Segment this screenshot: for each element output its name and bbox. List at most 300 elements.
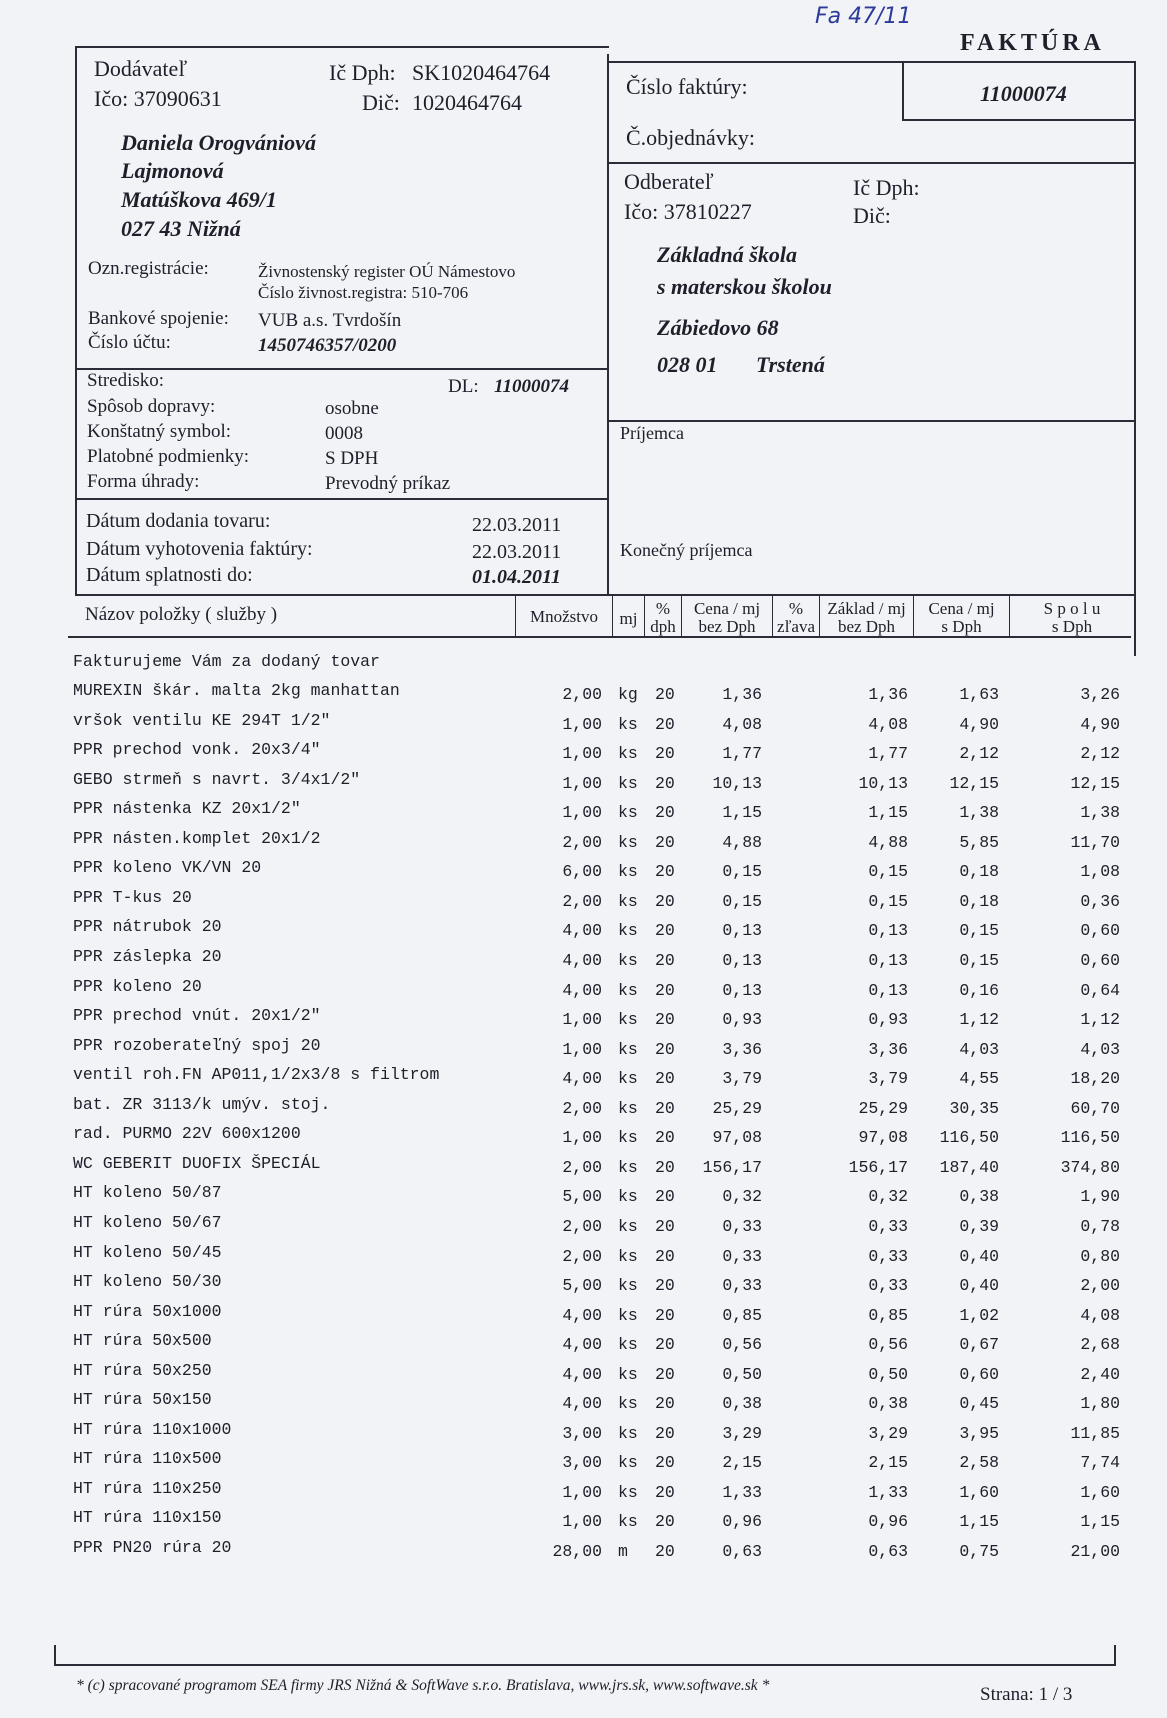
item-price-excl: 0,15 [722,891,762,911]
item-qty: 4,00 [562,951,602,970]
item-price-incl: 4,55 [959,1069,999,1089]
item-total: 60,70 [1070,1098,1120,1118]
frame-top-left [75,46,609,48]
item-total: 11,70 [1070,832,1120,852]
item-vat: 20 [655,832,675,852]
table-row [0,1390,1167,1419]
registration-line1: Živnostenský register OÚ Námestovo [258,262,516,281]
item-vat: 20 [655,685,675,704]
supplier-dic-label: Dič: [362,90,400,115]
item-unit: ks [618,1335,638,1355]
item-base: 3,36 [868,1039,908,1059]
item-price-incl: 3,95 [959,1423,999,1443]
customer-ico-value: 37810227 [663,199,752,224]
item-base: 0,56 [868,1335,908,1355]
supplier-name-line: Lajmonová [121,158,224,183]
frame-top-right [608,61,1136,63]
item-price-excl: 0,33 [722,1246,762,1266]
item-unit: ks [618,1039,638,1059]
item-vat: 20 [655,803,675,823]
item-unit: kg [618,685,638,704]
invoice-number-value: 11000074 [980,81,1067,106]
item-name: PPR T-kus 20 [73,887,192,907]
item-base: 0,50 [868,1364,908,1384]
table-row [0,977,1167,1006]
item-unit: ks [618,1512,638,1532]
bank-value: VUB a.s. Tvrdošín [258,310,402,331]
item-qty: 2,00 [562,685,602,704]
item-base: 0,15 [868,862,908,882]
item-unit: ks [618,891,638,911]
item-total: 374,80 [1060,1157,1120,1177]
item-price-incl: 1,60 [959,1482,999,1502]
item-total: 0,60 [1080,951,1120,970]
item-total: 0,78 [1080,1216,1120,1236]
item-qty: 4,00 [562,980,602,1000]
item-unit: ks [618,980,638,1000]
table-row [0,1272,1167,1301]
supplier-icdph-value: SK1020464764 [412,60,551,85]
item-total: 1,90 [1080,1187,1120,1207]
item-vat: 20 [655,1276,675,1295]
item-qty: 6,00 [562,862,602,882]
item-price-excl: 4,88 [722,832,762,852]
item-price-incl: 0,40 [959,1246,999,1266]
account-label: Číslo účtu: [88,332,171,353]
item-total: 12,15 [1070,773,1120,793]
item-name: vršok ventilu KE 294T 1/2" [73,710,331,730]
customer-heading: Odberateľ [624,169,714,194]
due-date-value: 01.04.2011 [472,566,561,588]
item-price-excl: 0,13 [722,921,762,941]
page-label: Strana: [980,1684,1034,1705]
supplier-address-line: 027 43 Nižná [121,216,241,241]
item-total: 0,64 [1080,980,1120,1000]
item-base: 0,96 [868,1512,908,1532]
item-qty: 4,00 [562,1335,602,1355]
supplier-ico [94,86,222,112]
table-row [0,1183,1167,1212]
const-symbol-value: 0008 [325,423,363,444]
item-price-excl: 0,93 [722,1010,762,1029]
item-name: PPR koleno VK/VN 20 [73,858,262,878]
item-total: 7,74 [1080,1453,1120,1473]
supplier-name-line: Daniela Orogvániová [121,130,316,155]
item-price-incl: 1,02 [959,1305,999,1325]
item-price-excl: 2,15 [722,1453,762,1473]
col-header-qty: Množstvo [530,607,598,626]
supplier-dic-value: 1020464764 [412,90,522,115]
item-price-excl: 3,29 [722,1423,762,1443]
item-name: HT rúra 110x150 [73,1508,222,1528]
item-unit: ks [618,1216,638,1236]
item-base: 4,88 [868,832,908,852]
item-price-excl: 156,17 [702,1157,762,1177]
item-vat: 20 [655,1128,675,1148]
item-base: 0,13 [868,921,908,941]
item-base: 1,33 [868,1482,908,1502]
table-row [0,1006,1167,1035]
item-price-excl: 0,33 [722,1216,762,1236]
col-header-discount: % zľava [776,599,816,636]
item-vat: 20 [655,1512,675,1532]
col-header-name: Názov položky ( služby ) [85,604,278,625]
item-vat: 20 [655,744,675,764]
item-price-incl: 187,40 [939,1157,999,1177]
item-price-excl: 0,63 [722,1542,762,1561]
table-row [0,917,1167,946]
item-vat: 20 [655,891,675,911]
delivery-date-value: 22.03.2011 [472,514,562,536]
item-qty: 5,00 [562,1187,602,1207]
final-recipient-label: Konečný príjemca [620,540,753,560]
table-row [0,711,1167,740]
table-row [0,1479,1167,1508]
item-name: HT rúra 50x250 [73,1360,212,1380]
item-price-excl: 25,29 [712,1098,762,1118]
item-unit: ks [618,1364,638,1384]
item-unit: ks [618,714,638,734]
item-unit: ks [618,1246,638,1266]
item-qty: 1,00 [562,1039,602,1059]
dl-label: DL: [448,376,479,397]
item-price-incl: 12,15 [949,773,999,793]
table-row [0,888,1167,917]
item-name: PPR rozoberateľný spoj 20 [73,1035,321,1055]
payment-form-value: Prevodný príkaz [325,473,451,494]
table-row [0,829,1167,858]
item-price-incl: 0,60 [959,1364,999,1384]
table-row [0,858,1167,887]
customer-ico-label: Ičo: [624,199,659,224]
item-vat: 20 [655,1335,675,1355]
item-price-excl: 0,15 [722,862,762,882]
item-price-excl: 0,32 [722,1187,762,1207]
item-base: 1,15 [868,803,908,823]
item-qty: 4,00 [562,1394,602,1414]
item-unit: ks [618,832,638,852]
item-price-excl: 1,33 [722,1482,762,1502]
item-base: 1,36 [868,685,908,704]
item-name: HT koleno 50/45 [73,1242,222,1262]
item-unit: ks [618,862,638,882]
item-base: 0,33 [868,1246,908,1266]
table-row [0,1243,1167,1272]
item-price-excl: 3,79 [722,1069,762,1089]
item-price-incl: 1,15 [959,1512,999,1532]
item-vat: 20 [655,1039,675,1059]
table-row [0,1449,1167,1478]
item-name: PPR koleno 20 [73,976,202,996]
item-unit: ks [618,1423,638,1443]
item-vat: 20 [655,1364,675,1384]
bank-label: Bankové spojenie: [88,308,229,329]
item-name: PPR prechod vnút. 20x1/2" [73,1006,321,1025]
item-total: 18,20 [1070,1069,1120,1089]
item-unit: ks [618,1394,638,1414]
item-price-incl: 1,63 [959,685,999,704]
item-total: 3,26 [1080,685,1120,704]
item-base: 0,13 [868,980,908,1000]
table-row [0,681,1167,710]
item-total: 0,60 [1080,921,1120,941]
item-vat: 20 [655,1157,675,1177]
item-price-incl: 5,85 [959,832,999,852]
item-base: 0,85 [868,1305,908,1325]
item-qty: 28,00 [552,1542,602,1561]
item-total: 21,00 [1070,1542,1120,1561]
item-unit: ks [618,744,638,764]
item-price-incl: 2,58 [959,1453,999,1473]
item-unit: m [618,1542,628,1561]
item-total: 4,90 [1080,714,1120,734]
item-name: HT rúra 50x1000 [73,1301,222,1321]
center-label: Stredisko: [87,370,165,391]
item-price-excl: 0,13 [722,980,762,1000]
table-row [0,1420,1167,1449]
payment-terms-value: S DPH [325,448,379,469]
item-vat: 20 [655,773,675,793]
item-price-excl: 3,36 [722,1039,762,1059]
item-total: 1,08 [1080,862,1120,882]
table-row [0,770,1167,799]
item-name: HT rúra 110x500 [73,1449,222,1469]
table-header-top-line [75,594,1136,596]
handwritten-note: Fa 47/11 [815,4,912,29]
item-name: rad. PURMO 22V 600x1200 [73,1124,301,1144]
item-name: MUREXIN škár. malta 2kg manhattan [73,681,400,700]
item-qty: 1,00 [562,744,602,764]
item-total: 1,60 [1080,1482,1120,1502]
table-row [0,1036,1167,1065]
item-name: HT rúra 110x250 [73,1478,222,1498]
item-unit: ks [618,1276,638,1295]
item-price-incl: 4,90 [959,714,999,734]
item-vat: 20 [655,1187,675,1207]
item-vat: 20 [655,921,675,941]
item-qty: 2,00 [562,832,602,852]
table-header-bottom-line [68,636,1131,638]
recipient-label: Príjemca [620,423,684,443]
customer-zip: 028 01 [657,352,718,377]
item-unit: ks [618,1157,638,1177]
issue-date-value: 22.03.2011 [472,541,562,563]
item-vat: 20 [655,951,675,970]
item-vat: 20 [655,1305,675,1325]
page-separator: / [1052,1684,1059,1705]
item-qty: 1,00 [562,714,602,734]
item-unit: ks [618,1010,638,1029]
footer-credit: * (c) spracované programom SEA firmy JRS Nižná & SoftWave s.r.o. Bratislava, www.jrs.sk, www.softwave.sk * [76,1677,770,1694]
item-price-incl: 0,18 [959,891,999,911]
issue-date-label: Dátum vyhotovenia faktúry: [86,538,313,560]
item-qty: 2,00 [562,1246,602,1266]
item-base: 2,15 [868,1453,908,1473]
item-total: 4,08 [1080,1305,1120,1325]
table-row [0,947,1167,976]
item-price-incl: 0,18 [959,862,999,882]
item-base: 3,29 [868,1423,908,1443]
col-header-price-incl: Cena / mj s Dph [928,599,995,636]
item-price-excl: 0,85 [722,1305,762,1325]
item-price-incl: 0,15 [959,951,999,970]
registration-label: Ozn.registrácie: [88,258,209,279]
item-vat: 20 [655,1453,675,1473]
item-price-excl: 0,56 [722,1335,762,1355]
item-vat: 20 [655,1246,675,1266]
item-qty: 3,00 [562,1423,602,1443]
invoice-number-box-bottom [902,119,1136,121]
transport-value: osobne [325,398,379,419]
item-unit: ks [618,1128,638,1148]
item-unit: ks [618,1069,638,1089]
item-total: 2,40 [1080,1364,1120,1384]
item-price-excl: 10,13 [712,773,762,793]
col-header-total: S p o l u s Dph [1043,599,1101,636]
table-row [0,1508,1167,1537]
item-base: 3,79 [868,1069,908,1089]
col-header-price-excl: Cena / mj bez Dph [693,599,761,636]
item-total: 2,12 [1080,744,1120,764]
item-price-incl: 0,67 [959,1335,999,1355]
table-row [0,1213,1167,1242]
item-base: 4,08 [868,714,908,734]
item-qty: 4,00 [562,1305,602,1325]
item-name: HT koleno 50/30 [73,1272,222,1291]
item-name: WC GEBERIT DUOFIX ŠPECIÁL [73,1153,321,1173]
registration-line2: Číslo živnost.registra: 510-706 [258,283,469,302]
item-price-excl: 1,77 [722,744,762,764]
item-unit: ks [618,951,638,970]
customer-icdph-label: Ič Dph: [853,175,920,200]
dates-top-line [75,498,609,500]
item-price-excl: 97,08 [712,1128,762,1148]
item-qty: 1,00 [562,773,602,793]
item-total: 1,12 [1080,1010,1120,1029]
item-qty: 1,00 [562,1010,602,1029]
item-price-incl: 0,38 [959,1187,999,1207]
table-row [0,1154,1167,1183]
page-number: 1 [1038,1684,1049,1705]
item-total: 116,50 [1060,1128,1120,1148]
transport-label: Spôsob dopravy: [87,396,216,417]
customer-name-line: s materskou školou [657,274,832,299]
table-row [0,1095,1167,1124]
item-name: GEBO strmeň s navrt. 3/4x1/2" [73,769,361,789]
item-name: PPR nátrubok 20 [73,917,222,937]
item-unit: ks [618,1098,638,1118]
item-price-incl: 0,45 [959,1394,999,1414]
item-qty: 2,00 [562,1098,602,1118]
item-base: 25,29 [858,1098,908,1118]
customer-address-line: Zábiedovo 68 [657,315,779,340]
item-vat: 20 [655,1216,675,1236]
item-qty: 4,00 [562,1364,602,1384]
table-intro: Fakturujeme Vám za dodaný tovar [73,652,380,671]
customer-name-line: Základná škola [657,242,797,267]
item-price-incl: 4,03 [959,1039,999,1059]
item-vat: 20 [655,714,675,734]
item-price-incl: 0,16 [959,980,999,1000]
item-qty: 1,00 [562,1482,602,1502]
item-qty: 1,00 [562,803,602,823]
item-vat: 20 [655,1098,675,1118]
item-vat: 20 [655,1069,675,1089]
item-price-excl: 1,36 [722,685,762,704]
table-row [0,1538,1167,1567]
item-vat: 20 [655,980,675,1000]
item-vat: 20 [655,1482,675,1502]
table-row [0,1065,1167,1094]
delivery-date-label: Dátum dodania tovaru: [86,510,271,532]
item-name: HT rúra 110x1000 [73,1419,232,1439]
item-name: HT rúra 50x150 [73,1390,212,1410]
item-vat: 20 [655,1542,675,1561]
item-price-excl: 0,33 [722,1276,762,1295]
item-price-excl: 0,96 [722,1512,762,1532]
item-total: 2,68 [1080,1335,1120,1355]
item-price-excl: 4,08 [722,714,762,734]
supplier-heading: Dodávateľ [94,56,188,81]
page-total: 3 [1062,1684,1073,1705]
item-qty: 2,00 [562,1216,602,1236]
item-qty: 2,00 [562,1157,602,1177]
item-unit: ks [618,921,638,941]
table-row [0,1361,1167,1390]
item-total: 1,80 [1080,1394,1120,1414]
supplier-icdph-label: Ič Dph: [329,60,396,85]
item-name: PPR PN20 rúra 20 [73,1538,232,1557]
item-name: PPR nástenka KZ 20x1/2" [73,799,301,819]
item-price-incl: 1,12 [959,1010,999,1029]
item-total: 1,15 [1080,1512,1120,1532]
item-name: PPR násten.komplet 20x1/2 [73,828,321,848]
item-vat: 20 [655,1394,675,1414]
const-symbol-label: Konštatný symbol: [87,421,232,442]
item-price-incl: 0,40 [959,1276,999,1295]
due-date-label: Dátum splatnosti do: [86,564,253,586]
recipient-top-line [608,420,1136,422]
item-qty: 1,00 [562,1128,602,1148]
item-qty: 5,00 [562,1276,602,1295]
dl-value: 11000074 [494,376,569,397]
col-header-vat-pct: % dph [650,599,676,636]
item-unit: ks [618,803,638,823]
table-row [0,1302,1167,1331]
item-name: HT koleno 50/87 [73,1183,222,1203]
invoice-number-label: Číslo faktúry: [626,74,748,99]
item-name: bat. ZR 3113/k umýv. stoj. [73,1094,331,1114]
footer-line [54,1664,1116,1666]
item-qty: 4,00 [562,1069,602,1089]
item-unit: ks [618,1453,638,1473]
col-header-base: Základ / mj bez Dph [827,599,906,636]
item-price-incl: 116,50 [939,1128,999,1148]
item-unit: ks [618,1305,638,1325]
supplier-ico-value: 37090631 [133,86,222,111]
item-price-incl: 0,75 [959,1542,999,1561]
item-price-incl: 0,39 [959,1216,999,1236]
supplier-ico-label: Ičo: [94,86,129,111]
customer-top-line [608,162,1136,164]
item-price-incl: 0,15 [959,921,999,941]
item-qty: 4,00 [562,921,602,941]
item-total: 2,00 [1080,1276,1120,1295]
item-name: ventil roh.FN AP011,1/2x3/8 s filtrom [73,1065,440,1085]
item-price-excl: 0,13 [722,951,762,970]
frame-right [1134,61,1136,656]
item-price-excl: 0,50 [722,1364,762,1384]
